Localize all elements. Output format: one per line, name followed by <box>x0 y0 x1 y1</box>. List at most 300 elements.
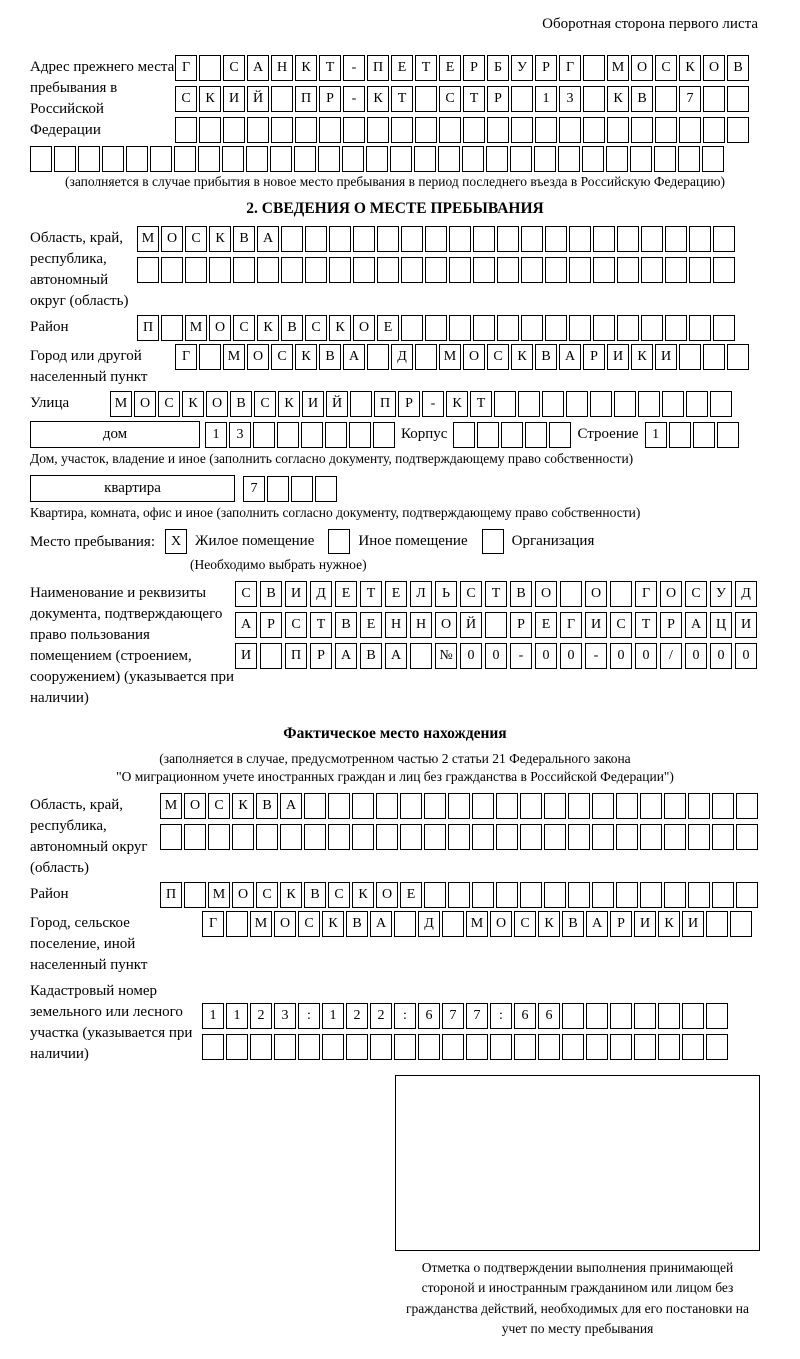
char-cell[interactable] <box>497 226 519 252</box>
char-cell[interactable]: П <box>295 86 317 112</box>
prev-address-row-1[interactable] <box>175 55 749 81</box>
char-cell[interactable] <box>30 146 52 172</box>
char-cell[interactable] <box>520 882 542 908</box>
char-cell[interactable] <box>617 226 639 252</box>
char-cell[interactable] <box>202 1034 224 1060</box>
stroenie-cells[interactable] <box>645 422 739 448</box>
char-cell[interactable] <box>682 1003 704 1029</box>
char-cell[interactable] <box>713 226 735 252</box>
char-cell[interactable]: А <box>235 612 257 638</box>
char-cell[interactable] <box>281 257 303 283</box>
char-cell[interactable]: С <box>514 911 536 937</box>
char-cell[interactable]: 3 <box>274 1003 296 1029</box>
char-cell[interactable]: Г <box>560 612 582 638</box>
house-number-cells[interactable] <box>205 422 395 448</box>
char-cell[interactable] <box>199 117 221 143</box>
char-cell[interactable]: Г <box>559 55 581 81</box>
char-cell[interactable] <box>520 824 542 850</box>
char-cell[interactable]: П <box>374 391 396 417</box>
char-cell[interactable] <box>425 257 447 283</box>
city-row[interactable] <box>175 344 749 370</box>
char-cell[interactable] <box>350 391 372 417</box>
char-cell[interactable]: 1 <box>226 1003 248 1029</box>
char-cell[interactable] <box>586 1003 608 1029</box>
char-cell[interactable]: В <box>319 344 341 370</box>
char-cell[interactable] <box>496 793 518 819</box>
char-cell[interactable] <box>662 391 684 417</box>
char-cell[interactable]: Д <box>391 344 413 370</box>
char-cell[interactable] <box>414 146 436 172</box>
char-cell[interactable]: - <box>343 55 365 81</box>
char-cell[interactable]: С <box>254 391 276 417</box>
char-cell[interactable]: Н <box>271 55 293 81</box>
char-cell[interactable] <box>449 226 471 252</box>
char-cell[interactable] <box>590 391 612 417</box>
char-cell[interactable]: Е <box>391 55 413 81</box>
char-cell[interactable]: С <box>158 391 180 417</box>
char-cell[interactable] <box>185 257 207 283</box>
char-cell[interactable]: В <box>360 643 382 669</box>
char-cell[interactable] <box>424 824 446 850</box>
char-cell[interactable] <box>496 882 518 908</box>
char-cell[interactable] <box>394 911 416 937</box>
char-cell[interactable] <box>352 824 374 850</box>
char-cell[interactable] <box>706 911 728 937</box>
char-cell[interactable] <box>593 315 615 341</box>
char-cell[interactable]: Г <box>175 55 197 81</box>
char-cell[interactable]: И <box>735 612 757 638</box>
char-cell[interactable]: М <box>185 315 207 341</box>
char-cell[interactable]: К <box>329 315 351 341</box>
char-cell[interactable] <box>583 55 605 81</box>
char-cell[interactable]: : <box>490 1003 512 1029</box>
char-cell[interactable]: Е <box>335 581 357 607</box>
char-cell[interactable] <box>271 117 293 143</box>
char-cell[interactable]: Й <box>247 86 269 112</box>
char-cell[interactable] <box>294 146 316 172</box>
char-cell[interactable]: С <box>256 882 278 908</box>
char-cell[interactable] <box>678 146 700 172</box>
char-cell[interactable] <box>664 882 686 908</box>
char-cell[interactable]: 0 <box>610 643 632 669</box>
char-cell[interactable] <box>688 882 710 908</box>
char-cell[interactable]: Р <box>487 86 509 112</box>
char-cell[interactable]: О <box>660 581 682 607</box>
char-cell[interactable]: К <box>367 86 389 112</box>
char-cell[interactable] <box>535 117 557 143</box>
char-cell[interactable] <box>425 226 447 252</box>
char-cell[interactable]: 1 <box>322 1003 344 1029</box>
document-row-2[interactable] <box>235 612 757 638</box>
char-cell[interactable] <box>616 824 638 850</box>
char-cell[interactable]: К <box>631 344 653 370</box>
char-cell[interactable]: Р <box>583 344 605 370</box>
char-cell[interactable] <box>614 391 636 417</box>
char-cell[interactable] <box>223 117 245 143</box>
char-cell[interactable]: Р <box>535 55 557 81</box>
char-cell[interactable] <box>727 344 749 370</box>
char-cell[interactable]: Т <box>635 612 657 638</box>
char-cell[interactable]: С <box>610 612 632 638</box>
char-cell[interactable] <box>617 315 639 341</box>
char-cell[interactable]: И <box>235 643 257 669</box>
char-cell[interactable] <box>510 146 532 172</box>
char-cell[interactable] <box>400 824 422 850</box>
char-cell[interactable]: 0 <box>635 643 657 669</box>
char-cell[interactable]: Т <box>415 55 437 81</box>
char-cell[interactable]: Р <box>260 612 282 638</box>
char-cell[interactable]: 2 <box>346 1003 368 1029</box>
char-cell[interactable] <box>233 257 255 283</box>
char-cell[interactable] <box>439 117 461 143</box>
char-cell[interactable]: Р <box>463 55 485 81</box>
char-cell[interactable]: О <box>206 391 228 417</box>
char-cell[interactable] <box>658 1003 680 1029</box>
char-cell[interactable]: 6 <box>418 1003 440 1029</box>
char-cell[interactable] <box>703 344 725 370</box>
char-cell[interactable] <box>376 824 398 850</box>
char-cell[interactable] <box>566 391 588 417</box>
char-cell[interactable]: И <box>302 391 324 417</box>
char-cell[interactable] <box>706 1034 728 1060</box>
char-cell[interactable] <box>250 1034 272 1060</box>
char-cell[interactable]: С <box>655 55 677 81</box>
char-cell[interactable] <box>703 86 725 112</box>
char-cell[interactable]: К <box>280 882 302 908</box>
stay-type-checkbox-residential[interactable]: X <box>165 529 187 554</box>
char-cell[interactable] <box>682 1034 704 1060</box>
char-cell[interactable] <box>137 257 159 283</box>
char-cell[interactable] <box>641 315 663 341</box>
char-cell[interactable] <box>442 911 464 937</box>
char-cell[interactable] <box>592 882 614 908</box>
char-cell[interactable] <box>448 793 470 819</box>
char-cell[interactable]: И <box>223 86 245 112</box>
char-cell[interactable]: С <box>685 581 707 607</box>
char-cell[interactable]: С <box>233 315 255 341</box>
char-cell[interactable] <box>418 1034 440 1060</box>
char-cell[interactable] <box>616 793 638 819</box>
char-cell[interactable]: О <box>631 55 653 81</box>
char-cell[interactable]: М <box>223 344 245 370</box>
char-cell[interactable] <box>593 226 615 252</box>
char-cell[interactable] <box>367 344 389 370</box>
char-cell[interactable] <box>638 391 660 417</box>
char-cell[interactable]: К <box>182 391 204 417</box>
char-cell[interactable]: Е <box>400 882 422 908</box>
char-cell[interactable] <box>703 117 725 143</box>
apartment-cells[interactable] <box>243 476 337 502</box>
char-cell[interactable] <box>342 146 364 172</box>
char-cell[interactable]: Р <box>610 911 632 937</box>
char-cell[interactable]: В <box>256 793 278 819</box>
char-cell[interactable]: С <box>439 86 461 112</box>
char-cell[interactable]: А <box>247 55 269 81</box>
char-cell[interactable] <box>391 117 413 143</box>
char-cell[interactable]: Т <box>391 86 413 112</box>
char-cell[interactable] <box>562 1003 584 1029</box>
char-cell[interactable]: - <box>585 643 607 669</box>
char-cell[interactable] <box>654 146 676 172</box>
char-cell[interactable]: О <box>247 344 269 370</box>
char-cell[interactable]: П <box>137 315 159 341</box>
char-cell[interactable] <box>686 391 708 417</box>
char-cell[interactable] <box>325 422 347 448</box>
char-cell[interactable]: 2 <box>250 1003 272 1029</box>
char-cell[interactable]: 6 <box>538 1003 560 1029</box>
char-cell[interactable] <box>473 315 495 341</box>
char-cell[interactable] <box>304 824 326 850</box>
char-cell[interactable]: 1 <box>202 1003 224 1029</box>
char-cell[interactable] <box>486 146 508 172</box>
char-cell[interactable]: К <box>232 793 254 819</box>
char-cell[interactable] <box>305 257 327 283</box>
char-cell[interactable] <box>710 391 732 417</box>
char-cell[interactable] <box>222 146 244 172</box>
char-cell[interactable] <box>640 882 662 908</box>
char-cell[interactable]: У <box>710 581 732 607</box>
char-cell[interactable]: А <box>335 643 357 669</box>
char-cell[interactable] <box>664 824 686 850</box>
char-cell[interactable] <box>319 117 341 143</box>
char-cell[interactable] <box>463 117 485 143</box>
char-cell[interactable]: А <box>385 643 407 669</box>
char-cell[interactable] <box>582 146 604 172</box>
char-cell[interactable]: Б <box>487 55 509 81</box>
char-cell[interactable] <box>174 146 196 172</box>
char-cell[interactable]: С <box>328 882 350 908</box>
char-cell[interactable]: / <box>660 643 682 669</box>
char-cell[interactable] <box>415 117 437 143</box>
char-cell[interactable] <box>485 612 507 638</box>
confirmation-mark-box[interactable] <box>395 1075 760 1251</box>
char-cell[interactable] <box>394 1034 416 1060</box>
char-cell[interactable] <box>304 793 326 819</box>
char-cell[interactable]: № <box>435 643 457 669</box>
char-cell[interactable] <box>679 344 701 370</box>
char-cell[interactable] <box>689 257 711 283</box>
char-cell[interactable] <box>298 1034 320 1060</box>
char-cell[interactable] <box>568 793 590 819</box>
char-cell[interactable] <box>542 391 564 417</box>
house-type-box[interactable]: дом <box>30 421 200 448</box>
char-cell[interactable]: К <box>295 344 317 370</box>
char-cell[interactable]: А <box>257 226 279 252</box>
char-cell[interactable] <box>610 1003 632 1029</box>
char-cell[interactable]: Г <box>202 911 224 937</box>
char-cell[interactable] <box>315 476 337 502</box>
char-cell[interactable] <box>631 117 653 143</box>
char-cell[interactable]: - <box>510 643 532 669</box>
char-cell[interactable]: 0 <box>685 643 707 669</box>
char-cell[interactable] <box>679 117 701 143</box>
char-cell[interactable] <box>736 882 758 908</box>
char-cell[interactable] <box>267 476 289 502</box>
char-cell[interactable]: Т <box>470 391 492 417</box>
char-cell[interactable] <box>511 117 533 143</box>
char-cell[interactable]: О <box>463 344 485 370</box>
char-cell[interactable]: 0 <box>485 643 507 669</box>
char-cell[interactable] <box>415 344 437 370</box>
char-cell[interactable]: С <box>271 344 293 370</box>
char-cell[interactable] <box>634 1034 656 1060</box>
char-cell[interactable] <box>558 146 580 172</box>
char-cell[interactable]: В <box>510 581 532 607</box>
char-cell[interactable]: 1 <box>205 422 227 448</box>
char-cell[interactable]: В <box>535 344 557 370</box>
char-cell[interactable]: И <box>634 911 656 937</box>
char-cell[interactable]: Й <box>460 612 482 638</box>
char-cell[interactable] <box>208 824 230 850</box>
char-cell[interactable] <box>534 146 556 172</box>
char-cell[interactable]: А <box>685 612 707 638</box>
char-cell[interactable] <box>586 1034 608 1060</box>
char-cell[interactable] <box>424 793 446 819</box>
char-cell[interactable]: Е <box>377 315 399 341</box>
char-cell[interactable] <box>438 146 460 172</box>
char-cell[interactable] <box>410 643 432 669</box>
char-cell[interactable] <box>610 581 632 607</box>
char-cell[interactable] <box>494 391 516 417</box>
char-cell[interactable] <box>518 391 540 417</box>
char-cell[interactable] <box>706 1003 728 1029</box>
char-cell[interactable]: В <box>260 581 282 607</box>
char-cell[interactable]: О <box>209 315 231 341</box>
char-cell[interactable] <box>353 257 375 283</box>
char-cell[interactable] <box>544 882 566 908</box>
char-cell[interactable] <box>270 146 292 172</box>
char-cell[interactable] <box>349 422 371 448</box>
char-cell[interactable] <box>525 422 547 448</box>
char-cell[interactable] <box>592 824 614 850</box>
char-cell[interactable] <box>322 1034 344 1060</box>
char-cell[interactable] <box>295 117 317 143</box>
char-cell[interactable] <box>226 911 248 937</box>
char-cell[interactable] <box>641 257 663 283</box>
char-cell[interactable]: У <box>511 55 533 81</box>
char-cell[interactable] <box>568 824 590 850</box>
char-cell[interactable] <box>78 146 100 172</box>
char-cell[interactable] <box>616 882 638 908</box>
char-cell[interactable] <box>702 146 724 172</box>
char-cell[interactable] <box>689 226 711 252</box>
prev-address-row-4[interactable] <box>30 146 760 172</box>
char-cell[interactable]: Е <box>439 55 461 81</box>
char-cell[interactable] <box>370 1034 392 1060</box>
char-cell[interactable] <box>199 344 221 370</box>
char-cell[interactable]: Н <box>410 612 432 638</box>
char-cell[interactable] <box>544 824 566 850</box>
char-cell[interactable]: 6 <box>514 1003 536 1029</box>
char-cell[interactable]: Т <box>463 86 485 112</box>
char-cell[interactable] <box>329 257 351 283</box>
char-cell[interactable]: 0 <box>460 643 482 669</box>
char-cell[interactable] <box>693 422 715 448</box>
char-cell[interactable] <box>184 824 206 850</box>
char-cell[interactable]: 7 <box>243 476 265 502</box>
char-cell[interactable] <box>277 422 299 448</box>
char-cell[interactable]: К <box>658 911 680 937</box>
char-cell[interactable] <box>280 824 302 850</box>
char-cell[interactable] <box>496 824 518 850</box>
char-cell[interactable]: А <box>343 344 365 370</box>
char-cell[interactable] <box>473 226 495 252</box>
char-cell[interactable] <box>281 226 303 252</box>
char-cell[interactable] <box>102 146 124 172</box>
char-cell[interactable]: 1 <box>645 422 667 448</box>
char-cell[interactable] <box>665 257 687 283</box>
char-cell[interactable] <box>712 793 734 819</box>
char-cell[interactable] <box>247 117 269 143</box>
char-cell[interactable]: П <box>367 55 389 81</box>
char-cell[interactable]: В <box>304 882 326 908</box>
char-cell[interactable] <box>569 315 591 341</box>
char-cell[interactable] <box>305 226 327 252</box>
char-cell[interactable]: Р <box>319 86 341 112</box>
char-cell[interactable] <box>400 793 422 819</box>
char-cell[interactable]: М <box>137 226 159 252</box>
char-cell[interactable] <box>161 257 183 283</box>
char-cell[interactable] <box>160 824 182 850</box>
char-cell[interactable] <box>712 824 734 850</box>
char-cell[interactable] <box>727 86 749 112</box>
char-cell[interactable] <box>449 315 471 341</box>
char-cell[interactable]: В <box>346 911 368 937</box>
char-cell[interactable]: О <box>435 612 457 638</box>
char-cell[interactable] <box>630 146 652 172</box>
char-cell[interactable] <box>520 793 542 819</box>
char-cell[interactable]: С <box>460 581 482 607</box>
char-cell[interactable]: 7 <box>466 1003 488 1029</box>
char-cell[interactable] <box>472 824 494 850</box>
char-cell[interactable] <box>562 1034 584 1060</box>
char-cell[interactable] <box>593 257 615 283</box>
char-cell[interactable] <box>401 226 423 252</box>
char-cell[interactable] <box>328 793 350 819</box>
char-cell[interactable] <box>161 315 183 341</box>
char-cell[interactable] <box>367 117 389 143</box>
char-cell[interactable] <box>617 257 639 283</box>
char-cell[interactable]: С <box>223 55 245 81</box>
char-cell[interactable]: К <box>446 391 468 417</box>
char-cell[interactable]: О <box>184 793 206 819</box>
prev-address-row-3[interactable] <box>175 117 749 143</box>
char-cell[interactable]: С <box>305 315 327 341</box>
char-cell[interactable]: 1 <box>535 86 557 112</box>
actual-region-row-2[interactable] <box>160 824 758 850</box>
actual-city-row[interactable] <box>202 911 752 937</box>
document-row-3[interactable] <box>235 643 757 669</box>
char-cell[interactable]: С <box>298 911 320 937</box>
char-cell[interactable]: О <box>353 315 375 341</box>
char-cell[interactable]: А <box>559 344 581 370</box>
char-cell[interactable] <box>713 315 735 341</box>
char-cell[interactable]: К <box>257 315 279 341</box>
char-cell[interactable] <box>592 793 614 819</box>
char-cell[interactable] <box>453 422 475 448</box>
char-cell[interactable] <box>175 117 197 143</box>
char-cell[interactable]: Д <box>310 581 332 607</box>
stay-type-checkbox-other[interactable] <box>328 529 350 554</box>
char-cell[interactable] <box>538 1034 560 1060</box>
char-cell[interactable]: Й <box>326 391 348 417</box>
char-cell[interactable] <box>318 146 340 172</box>
char-cell[interactable] <box>736 793 758 819</box>
char-cell[interactable]: И <box>682 911 704 937</box>
char-cell[interactable]: Т <box>310 612 332 638</box>
char-cell[interactable]: 7 <box>442 1003 464 1029</box>
korpus-cells[interactable] <box>453 422 571 448</box>
